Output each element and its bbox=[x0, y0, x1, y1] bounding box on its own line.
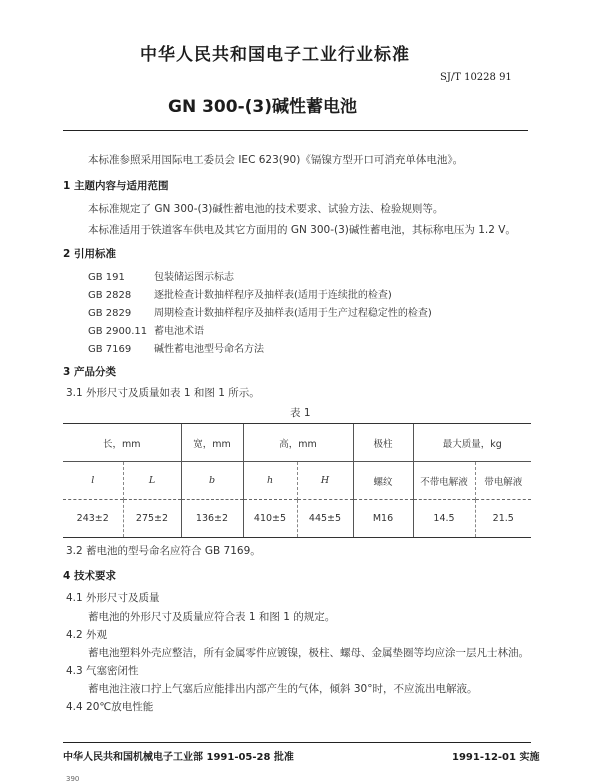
header-height: 高，mm bbox=[243, 424, 353, 462]
cell-thread: M16 bbox=[353, 500, 413, 538]
cell-L: 275±2 bbox=[123, 500, 181, 538]
header-width: 宽，mm bbox=[181, 424, 243, 462]
section-3-heading: 3 产品分类 bbox=[63, 366, 116, 378]
page-number: 390 bbox=[66, 775, 80, 783]
subheader-thread: 螺纹 bbox=[353, 462, 413, 500]
header-rule bbox=[63, 130, 528, 131]
cell-b: 136±2 bbox=[181, 500, 243, 538]
section-4-4-heading: 4.4 20℃放电性能 bbox=[66, 701, 154, 713]
header-length: 长，mm bbox=[63, 424, 181, 462]
issuer-line: 中华人民共和国机械电子工业部 1991-05-28 批准 bbox=[63, 752, 294, 763]
standard-code: SJ/T 10228 91 bbox=[440, 72, 512, 83]
section-4-3-text: 蓄电池注液口拧上气塞后应能排出内部产生的气体，倾斜 30°时，不应流出电解液。 bbox=[88, 683, 478, 695]
footer-rule bbox=[63, 742, 531, 743]
reference-code: GB 191 bbox=[88, 272, 125, 283]
header-max-mass: 最大质量，kg bbox=[413, 424, 531, 462]
section-4-1-text: 蓄电池的外形尺寸及质量应符合表 1 和图 1 的规定。 bbox=[88, 611, 336, 623]
reference-item bbox=[88, 304, 432, 319]
subheader-b: b bbox=[181, 462, 243, 500]
table-caption: 表 1 bbox=[290, 407, 311, 419]
cell-mass-without: 14.5 bbox=[413, 500, 475, 538]
header-terminal: 极柱 bbox=[353, 424, 413, 462]
reference-item bbox=[88, 286, 392, 301]
section-3-2-text: 3.2 蓄电池的型号命名应符合 GB 7169。 bbox=[66, 545, 261, 557]
document-title: GN 300-(3)碱性蓄电池 bbox=[168, 97, 358, 117]
reference-title: 周期检查计数抽样程序及抽样表(适用于生产过程稳定性的检查) bbox=[154, 308, 432, 319]
section-2-heading: 2 引用标准 bbox=[63, 248, 116, 260]
reference-title: 逐批检查计数抽样程序及抽样表(适用于连续批的检查) bbox=[154, 290, 392, 301]
reference-item bbox=[88, 322, 204, 337]
cell-h: 410±5 bbox=[243, 500, 297, 538]
subheader-l-upper: L bbox=[123, 462, 181, 500]
section-4-2-heading: 4.2 外观 bbox=[66, 629, 108, 641]
reference-item bbox=[88, 268, 234, 283]
intro-paragraph: 本标准参照采用国际电工委员会 IEC 623(90)《镉镍方型开口可消充单体电池》。 bbox=[88, 154, 464, 166]
section-4-2-text: 蓄电池塑料外壳应整洁，所有金属零件应镀镍，极柱、螺母、金属垫圈等均应涂一层凡士林油。 bbox=[88, 647, 529, 659]
reference-title: 碱性蓄电池型号命名方法 bbox=[154, 344, 264, 355]
org-title: 中华人民共和国电子工业行业标准 bbox=[140, 45, 410, 65]
subheader-without-electrolyte: 不带电解液 bbox=[413, 462, 475, 500]
reference-code: GB 2829 bbox=[88, 308, 132, 319]
reference-code: GB 7169 bbox=[88, 344, 132, 355]
subheader-h-lower: h bbox=[243, 462, 297, 500]
effective-date: 1991-12-01 实施 bbox=[452, 752, 540, 763]
section-4-3-heading: 4.3 气塞密闭性 bbox=[66, 665, 139, 677]
spec-table bbox=[63, 423, 531, 538]
cell-l: 243±2 bbox=[63, 500, 123, 538]
section-4-heading: 4 技术要求 bbox=[63, 570, 116, 582]
section-1-para-1: 本标准规定了 GN 300-(3)碱性蓄电池的技术要求、试验方法、检验规则等。 bbox=[88, 203, 444, 215]
reference-code: GB 2828 bbox=[88, 290, 132, 301]
section-4-1-heading: 4.1 外形尺寸及质量 bbox=[66, 592, 160, 604]
subheader-h-upper: H bbox=[297, 462, 353, 500]
subheader-with-electrolyte: 带电解液 bbox=[475, 462, 531, 500]
reference-code: GB 2900.11 bbox=[88, 326, 148, 337]
cell-H: 445±5 bbox=[297, 500, 353, 538]
subheader-l-lower: l bbox=[63, 462, 123, 500]
section-1-heading: 1 主题内容与适用范围 bbox=[63, 180, 169, 192]
table-row bbox=[63, 500, 531, 538]
section-3-1-text: 3.1 外形尺寸及质量如表 1 和图 1 所示。 bbox=[66, 387, 260, 399]
reference-title: 包装储运图示标志 bbox=[154, 272, 234, 283]
cell-mass-with: 21.5 bbox=[475, 500, 531, 538]
reference-title: 蓄电池术语 bbox=[154, 326, 204, 337]
reference-item bbox=[88, 340, 264, 355]
section-1-para-2: 本标准适用于铁道客车供电及其它方面用的 GN 300-(3)碱性蓄电池，其标称电压为 1.2 V。 bbox=[88, 224, 516, 236]
